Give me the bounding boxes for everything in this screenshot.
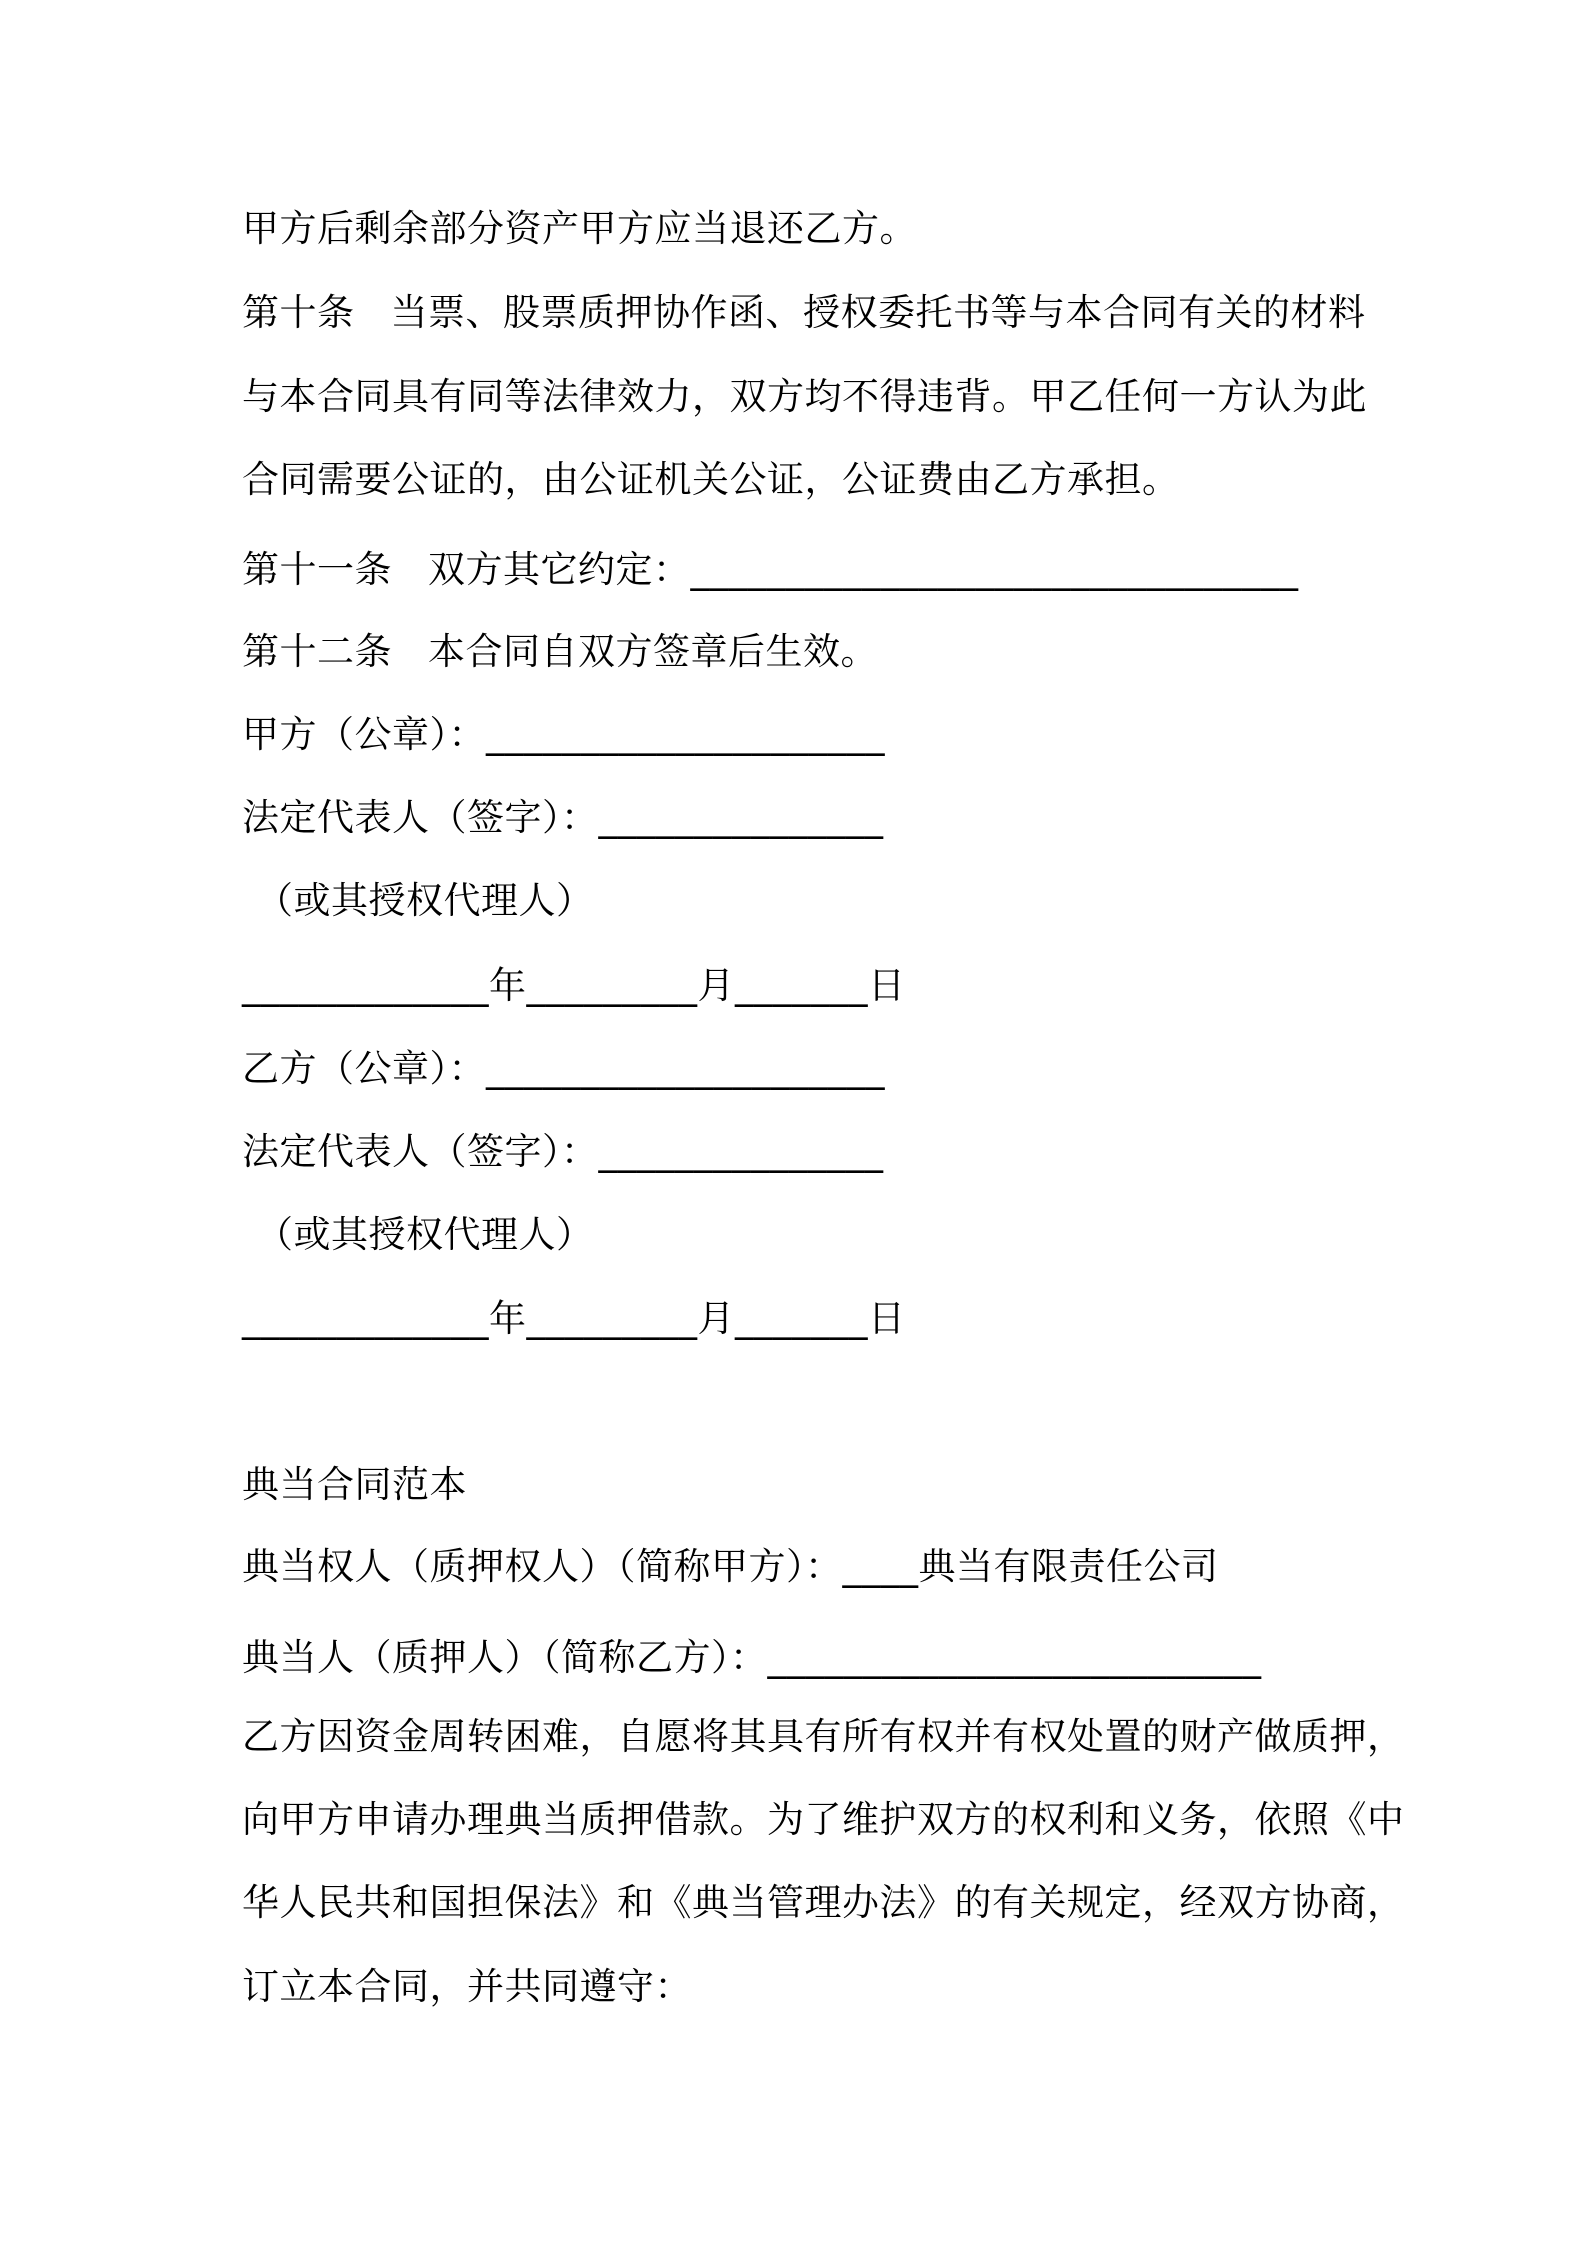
signature-field-label: 甲方（公章）：_____________________ <box>242 713 885 756</box>
preamble-line-3 <box>242 1878 1405 1928</box>
party-a-agent-line <box>242 876 594 926</box>
date-field: _____________年_________月_______日 <box>242 964 906 1007</box>
clause-text: 本合同自双方签章后生效。 <box>428 630 878 673</box>
paragraph-text: 华人民共和国担保法》和《典当管理办法》的有关规定，经双方协商， <box>242 1881 1405 1924</box>
party-a-representative-line <box>242 793 884 843</box>
document-heading: 典当合同范本 <box>242 1463 467 1506</box>
line-text: 甲方后剩余部分资产甲方应当退还乙方。 <box>242 207 917 250</box>
clause-10-line-2 <box>242 372 1367 422</box>
pawner-line <box>242 1633 1262 1683</box>
line-text: （或其授权代理人） <box>256 1213 594 1256</box>
clause-10 <box>242 288 1366 338</box>
clause-number: 第十二条 <box>242 630 392 673</box>
clause-11 <box>242 545 1299 595</box>
contract-title <box>242 1460 467 1510</box>
clause-9-continuation <box>242 204 917 254</box>
preamble-line-1 <box>242 1712 1405 1762</box>
clause-text: 双方其它约定：________________________________ <box>428 548 1299 591</box>
party-b-agent-line <box>242 1210 594 1260</box>
clause-number: 第十一条 <box>242 548 392 591</box>
clause-number: 第十条 <box>242 291 355 334</box>
paragraph-text: 乙方因资金周转困难，自愿将其具有所有权并有权处置的财产做质押， <box>242 1715 1405 1758</box>
signature-field-label: 乙方（公章）：_____________________ <box>242 1047 885 1090</box>
preamble-line-4 <box>242 1962 692 2012</box>
signature-field-label: 法定代表人（签字）：_______________ <box>242 1130 884 1173</box>
clause-12 <box>242 627 878 677</box>
line-text: 典当权人（质押权人）（简称甲方）：____典当有限责任公司 <box>242 1545 1219 1588</box>
clause-text: 当票、股票质押协作函、授权委托书等与本合同有关的材料 <box>390 291 1366 334</box>
line-text: 典当人（质押人）（简称乙方）：__________________________ <box>242 1636 1262 1679</box>
party-b-representative-line <box>242 1127 884 1177</box>
paragraph-text: 向甲方申请办理典当质押借款。为了维护双方的权利和义务，依照《中 <box>242 1798 1405 1841</box>
line-text: （或其授权代理人） <box>256 879 594 922</box>
pawnbroker-line <box>242 1542 1219 1592</box>
clause-10-line-3 <box>242 455 1180 505</box>
preamble-line-2 <box>242 1795 1405 1845</box>
line-text: 合同需要公证的，由公证机关公证，公证费由乙方承担。 <box>242 458 1180 501</box>
line-text: 与本合同具有同等法律效力，双方均不得违背。甲乙任何一方认为此 <box>242 375 1367 418</box>
party-b-seal-line <box>242 1044 885 1094</box>
date-field: _____________年_________月_______日 <box>242 1297 906 1340</box>
paragraph-text: 订立本合同，并共同遵守： <box>242 1965 692 2008</box>
party-a-seal-line <box>242 710 885 760</box>
party-b-date-line <box>242 1294 906 1344</box>
party-a-date-line <box>242 961 906 1011</box>
signature-field-label: 法定代表人（签字）：_______________ <box>242 796 884 839</box>
